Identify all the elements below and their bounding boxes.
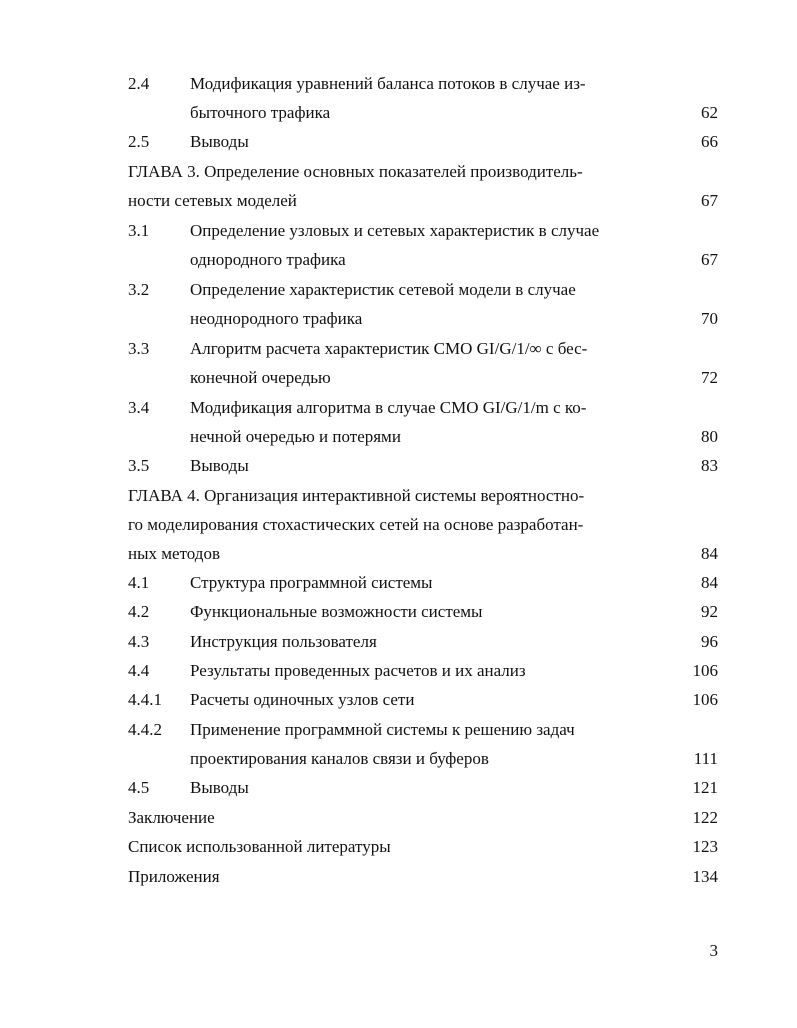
toc-entry-page: 122 xyxy=(692,808,718,827)
toc-entry-title: Определение узловых и сетевых характеристик в случае xyxy=(190,221,600,240)
toc-entry-title: неоднородного трафика xyxy=(190,309,363,328)
toc-entry-number: 4.3 xyxy=(128,632,150,651)
toc-entry-title: быточного трафика xyxy=(190,103,331,122)
toc-entry-number: 3.2 xyxy=(128,280,150,299)
toc-entry-number: 3.5 xyxy=(128,456,150,475)
toc-entry-page: 62 xyxy=(701,103,718,122)
toc-entry-title: Расчеты одиночных узлов сети xyxy=(190,690,415,709)
toc-entry-page: 121 xyxy=(692,778,718,797)
toc-entry-page: 106 xyxy=(692,661,718,680)
toc-entry-3-3 xyxy=(0,336,797,362)
toc-appendices xyxy=(0,864,797,890)
toc-entry-number: 2.4 xyxy=(128,74,150,93)
toc-entry-page: 106 xyxy=(692,690,718,709)
toc-entry-title: проектирования каналов связи и буферов xyxy=(190,749,489,768)
toc-entry-title: нечной очередью и потерями xyxy=(190,427,401,446)
toc-entry-4-3 xyxy=(0,629,797,655)
toc-entry-title: Модификация уравнений баланса потоков в случае из- xyxy=(190,74,586,93)
toc-entry-title: Применение программной системы к решению задач xyxy=(190,720,575,739)
toc-entry-number: 4.2 xyxy=(128,602,150,621)
toc-chapter-3-cont xyxy=(0,188,797,214)
toc-entry-4-5 xyxy=(0,775,797,801)
toc-entry-number: 3.4 xyxy=(128,398,150,417)
toc-chapter-4-cont-1 xyxy=(0,512,797,538)
toc-entry-page: 92 xyxy=(701,602,718,621)
toc-entry-title: Определение характеристик сетевой модели в случае xyxy=(190,280,576,299)
toc-entry-page: 70 xyxy=(701,309,718,328)
toc-entry-4-2 xyxy=(0,599,797,625)
toc-entry-page: 84 xyxy=(701,544,718,563)
toc-chapter-title: ности сетевых моделей xyxy=(128,191,297,210)
toc-entry-3-1 xyxy=(0,218,797,244)
toc-entry-page: 83 xyxy=(701,456,718,475)
toc-entry-4-1 xyxy=(0,570,797,596)
toc-entry-4-4-2-cont xyxy=(0,746,797,772)
toc-entry-3-2 xyxy=(0,277,797,303)
toc-chapter-4 xyxy=(0,483,797,509)
toc-entry-title: Результаты проведенных расчетов и их анализ xyxy=(190,661,526,680)
toc-entry-page: 84 xyxy=(701,573,718,592)
toc-entry-page: 80 xyxy=(701,427,718,446)
toc-entry-page: 66 xyxy=(701,132,718,151)
toc-conclusion xyxy=(0,805,797,831)
toc-entry-2-4 xyxy=(0,71,797,97)
toc-entry-title: Заключение xyxy=(128,808,215,827)
toc-entry-title: Выводы xyxy=(190,778,249,797)
page-number: 3 xyxy=(709,941,718,960)
toc-entry-title: Инструкция пользователя xyxy=(190,632,377,651)
toc-chapter-title: ных методов xyxy=(128,544,220,563)
toc-references xyxy=(0,834,797,860)
toc-entry-number: 4.5 xyxy=(128,778,150,797)
toc-entry-2-4-cont xyxy=(0,100,797,126)
toc-entry-4-4-2 xyxy=(0,717,797,743)
toc-entry-number: 4.4.2 xyxy=(128,720,162,739)
toc-entry-page: 123 xyxy=(692,837,718,856)
toc-entry-title: Функциональные возможности системы xyxy=(190,602,483,621)
toc-entry-page: 72 xyxy=(701,368,718,387)
toc-entry-3-3-cont xyxy=(0,365,797,391)
toc-entry-4-4-1 xyxy=(0,687,797,713)
toc-entry-page: 134 xyxy=(692,867,718,886)
toc-entry-title: Алгоритм расчета характеристик СМО GI/G/1/∞ с бес- xyxy=(190,339,588,358)
toc-entry-number: 4.4 xyxy=(128,661,150,680)
toc-chapter-4-cont-2 xyxy=(0,541,797,567)
toc-entry-3-4 xyxy=(0,395,797,421)
toc-entry-title: Структура программной системы xyxy=(190,573,433,592)
toc-entry-3-5 xyxy=(0,453,797,479)
toc-entry-title: Список использованной литературы xyxy=(128,837,391,856)
toc-entry-title: Выводы xyxy=(190,456,249,475)
toc-entry-3-4-cont xyxy=(0,424,797,450)
toc-entry-title: Выводы xyxy=(190,132,249,151)
toc-entry-title: однородного трафика xyxy=(190,250,346,269)
toc-entry-number: 3.3 xyxy=(128,339,150,358)
toc-entry-3-2-cont xyxy=(0,306,797,332)
toc-entry-page: 67 xyxy=(701,250,718,269)
toc-entry-title: конечной очередью xyxy=(190,368,331,387)
toc-entry-page: 67 xyxy=(701,191,718,210)
toc-chapter-title: го моделирования стохастических сетей на основе разработан- xyxy=(128,515,584,534)
toc-entry-title: Модификация алгоритма в случае СМО GI/G/1/m с ко- xyxy=(190,398,587,417)
toc-entry-number: 3.1 xyxy=(128,221,150,240)
toc-entry-2-5 xyxy=(0,129,797,155)
toc-entry-page: 96 xyxy=(701,632,718,651)
toc-entry-page: 111 xyxy=(693,749,718,768)
toc-entry-number: 4.1 xyxy=(128,573,150,592)
toc-entry-3-1-cont xyxy=(0,247,797,273)
toc-chapter-title: ГЛАВА 3. Определение основных показателей производитель- xyxy=(128,162,583,181)
toc-entry-title: Приложения xyxy=(128,867,220,886)
toc-entry-number: 4.4.1 xyxy=(128,690,162,709)
toc-chapter-3 xyxy=(0,159,797,185)
toc-chapter-title: ГЛАВА 4. Организация интерактивной системы вероятностно- xyxy=(128,486,585,505)
toc-entry-number: 2.5 xyxy=(128,132,150,151)
toc-entry-4-4 xyxy=(0,658,797,684)
